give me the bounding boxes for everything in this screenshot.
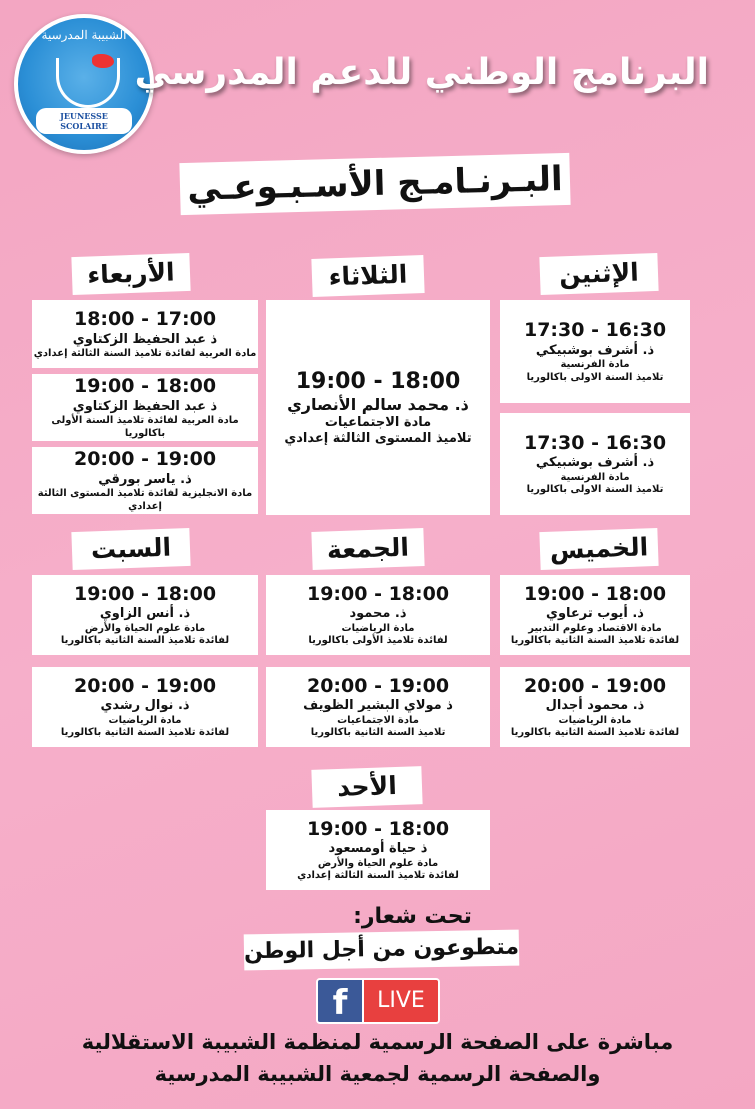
session-subject: مادة الفرنسية [560,359,630,370]
session-time: 19:00 - 18:00 [295,368,461,394]
session-subject: مادة الرياضيات [341,622,415,634]
session-subject: مادة الرياضيات [108,714,182,726]
day-label: السبت [71,528,190,570]
slogan-intro: تحت شعار: [353,904,472,929]
session-card [266,667,490,747]
session-card [32,300,258,368]
day-label: الإثنين [539,253,658,295]
session-time: 20:00 - 19:00 [306,674,450,697]
session-card [32,374,258,441]
session-audience: تلاميذ المستوى الثالثة إعدادي [284,431,472,447]
session-card [32,575,258,655]
session-card [500,667,690,747]
session-card [266,810,490,890]
session-audience: لفائدة تلاميذ السنة الثانية باكالوريا [60,635,230,646]
session-time: 19:00 - 18:00 [523,582,667,605]
session-time: 19:00 - 18:00 [306,582,450,605]
session-time: 20:00 - 19:00 [73,448,217,470]
footer-line-2: والصفحة الرسمية لجمعية الشبيبة المدرسية [154,1062,601,1086]
session-card [266,300,490,515]
session-audience: تلاميذ السنة الثانية باكالوريا [310,727,446,738]
session-subject: مادة الفرنسية [560,471,630,483]
teacher-name: ذ. أنس الزاوي [99,606,191,622]
teacher-name: ذ حياة أومسعود [328,841,428,857]
page-title: البرنامج الوطني للدعم المدرسي [134,52,709,93]
session-card [32,667,258,747]
page-subtitle: البـرنـامـج الأسـبـوعـي [179,153,570,215]
session-time: 17:30 - 16:30 [523,319,667,341]
session-audience: لفائدة تلاميذ الأولى باكالوريا [308,635,448,646]
logo-arabic-text: الشبيبة المدرسية [41,28,127,42]
session-audience: لفائدة تلاميذ السنة الثانية باكالوريا [510,727,680,738]
session-time: 20:00 - 19:00 [73,674,217,697]
session-subject: مادة العربية لفائدة تلاميذ السنة الأولى باكالوريا [51,415,239,439]
session-subject: مادة العربية لفائدة تلاميذ السنة الثالثة إعدادي [33,347,257,359]
session-subject: مادة علوم الحياة والأرض [317,857,439,869]
teacher-name: ذ مولاي البشير الظويف [303,698,453,714]
day-label: الأربعاء [71,253,190,295]
logo [14,14,154,154]
session-subject: مادة الاجتماعيات [337,714,419,726]
facebook-icon: f [318,980,362,1022]
session-audience: تلاميذ السنة الاولى باكالوريا [526,371,664,383]
session-card [500,300,690,403]
session-time: 20:00 - 19:00 [523,674,667,697]
teacher-name: ذ. محمد سالم الأنصاري [287,395,469,414]
session-time: 19:00 - 18:00 [306,817,450,840]
slogan-text: متطوعون من أجل الوطن [244,930,520,971]
session-card [500,413,690,515]
teacher-name: ذ. أشرف بوشبيكي [535,342,655,358]
session-subject: مادة الرياضيات [558,714,632,726]
session-subject: مادة الاقتصاد وعلوم التدبير [528,622,662,634]
session-time: 19:00 - 18:00 [73,582,217,605]
day-label: الخميس [539,528,658,570]
teacher-name: ذ عبد الحفيظ الزكتاوي [72,331,218,347]
teacher-name: ذ. نوال رشدي [100,698,190,714]
session-card [500,575,690,655]
teacher-name: ذ. محمود [349,606,407,622]
session-card [32,447,258,514]
footer-line-1: مباشرة على الصفحة الرسمية لمنظمة الشبيبة الاستقلالية [81,1030,674,1054]
session-audience: لفائدة تلاميذ السنة الثانية باكالوريا [510,635,680,646]
facebook-live-badge [316,978,440,1024]
teacher-name: ذ. محمود أجدال [545,698,645,714]
session-audience: لفائدة تلاميذ السنة الثالثة إعدادي [297,870,459,881]
live-label: LIVE [362,980,438,1022]
day-label: الأحد [311,766,422,808]
session-card [266,575,490,655]
teacher-name: ذ. أشرف بوشبيكي [535,455,655,471]
logo-french-text: JEUNESSE SCOLAIRE [36,108,132,134]
map-icon [92,54,114,68]
day-label: الثلاثاء [311,255,424,297]
session-subject: مادة الاجتماعيات [324,415,432,430]
session-audience: لفائدة تلاميذ السنة الثانية باكالوريا [60,727,230,738]
teacher-name: ذ عبد الحفيظ الزكتاوي [72,398,218,414]
session-time: 17:30 - 16:30 [523,431,667,454]
session-subject: مادة الانجليزية لفائدة تلاميذ المستوى الثالثة إعدادي [37,488,253,512]
session-audience: تلاميذ السنة الاولى باكالوريا [526,484,664,495]
teacher-name: ذ. أيوب ترعاوي [546,606,644,622]
session-time: 18:00 - 17:00 [73,307,217,330]
day-label: الجمعة [311,528,424,570]
teacher-name: ذ. ياسر بورقي [98,471,192,487]
session-time: 19:00 - 18:00 [73,375,217,397]
session-subject: مادة علوم الحياة والأرض [84,622,206,634]
